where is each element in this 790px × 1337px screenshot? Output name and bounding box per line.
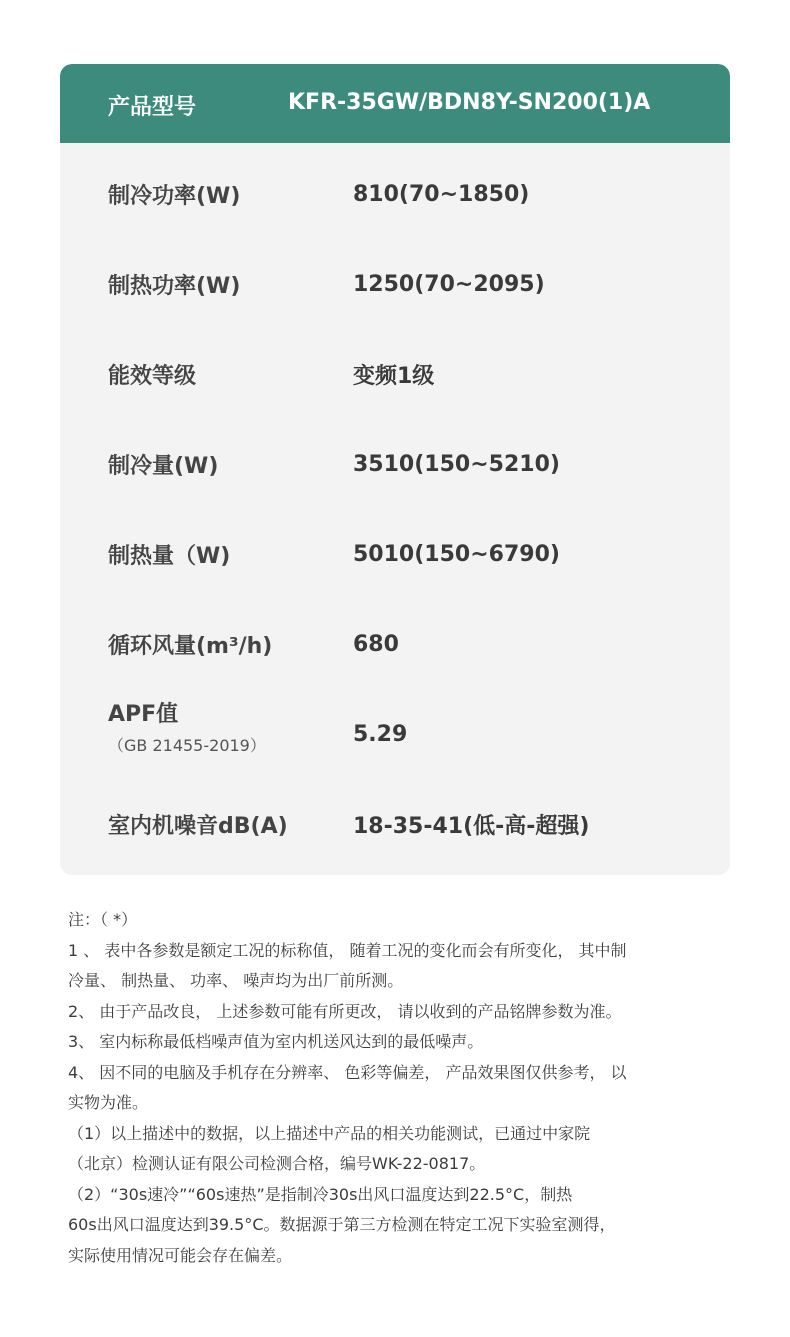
spec-label: 能效等级 [108,363,197,389]
spec-row-efficiency-grade [60,329,730,419]
spec-table [60,64,730,875]
spec-row-cooling-power [60,149,730,239]
spec-label: 制热量（W) [108,543,231,569]
spec-value: 18-35-41(低-高-超强) [353,813,590,839]
note-line: （1）以上描述中的数据，以上描述中产品的相关功能测试，已通过中家院 [68,1123,591,1143]
spec-value: 1250(70~2095) [353,271,545,297]
spec-row-airflow [60,599,730,689]
spec-value: 5.29 [353,721,408,747]
spec-label: 循环风量(m³/h) [108,633,273,659]
spec-value: 810(70~1850) [353,181,530,207]
spec-value: 变频1级 [353,363,435,389]
model-label: 产品型号 [108,95,197,120]
notes [68,905,728,1271]
note-line: 实物为准。 [68,1093,149,1112]
spec-row-heating-capacity [60,509,730,599]
spec-value: 680 [353,631,399,657]
spec-label: 室内机噪音dB(A) [108,813,288,839]
note-line: 60s出风口温度达到39.5°C。数据源于第三方检测在特定工况下实验室测得， [68,1215,616,1234]
notes-title: 注：（ *） [68,910,138,929]
spec-row-noise [60,779,730,869]
note-line: 1 、 表中各参数是额定工况的标称值， 随着工况的变化而会有所变化， 其中制 [68,940,627,960]
note-line: 冷量、 制热量、 功率、 噪声均为出厂前所测。 [68,971,404,990]
note-line: 3、 室内标称最低档噪声值为室内机送风达到的最低噪声。 [68,1032,484,1051]
spec-value: 5010(150~6790) [353,541,560,567]
spec-row-cooling-capacity [60,419,730,509]
note-line: （2）“30s速冷”“60s速热”是指制冷30s出风口温度达到22.5°C，制热 [68,1184,573,1204]
spec-label: 制冷量(W) [108,453,219,479]
spec-row-apf [60,689,730,779]
spec-sublabel: （GB 21455-2019） [108,736,266,755]
spec-label: 制冷功率(W) [108,183,241,209]
note-line: 实际使用情况可能会存在偏差。 [68,1245,293,1265]
spec-row-heating-power [60,239,730,329]
spec-value: 3510(150~5210) [353,451,560,477]
spec-label: APF值 [108,702,179,727]
spec-label: 制热功率(W) [108,273,241,299]
note-line: 4、 因不同的电脑及手机存在分辨率、 色彩等偏差， 产品效果图仅供参考， 以 [68,1062,627,1082]
spec-header [60,64,730,143]
note-line: 2、 由于产品改良， 上述参数可能有所更改， 请以收到的产品铭牌参数为准。 [68,1001,622,1021]
note-line: （北京）检测认证有限公司检测合格，编号WK-22-0817。 [68,1154,486,1173]
model-value: KFR-35GW/BDN8Y-SN200(1)A [288,90,651,115]
